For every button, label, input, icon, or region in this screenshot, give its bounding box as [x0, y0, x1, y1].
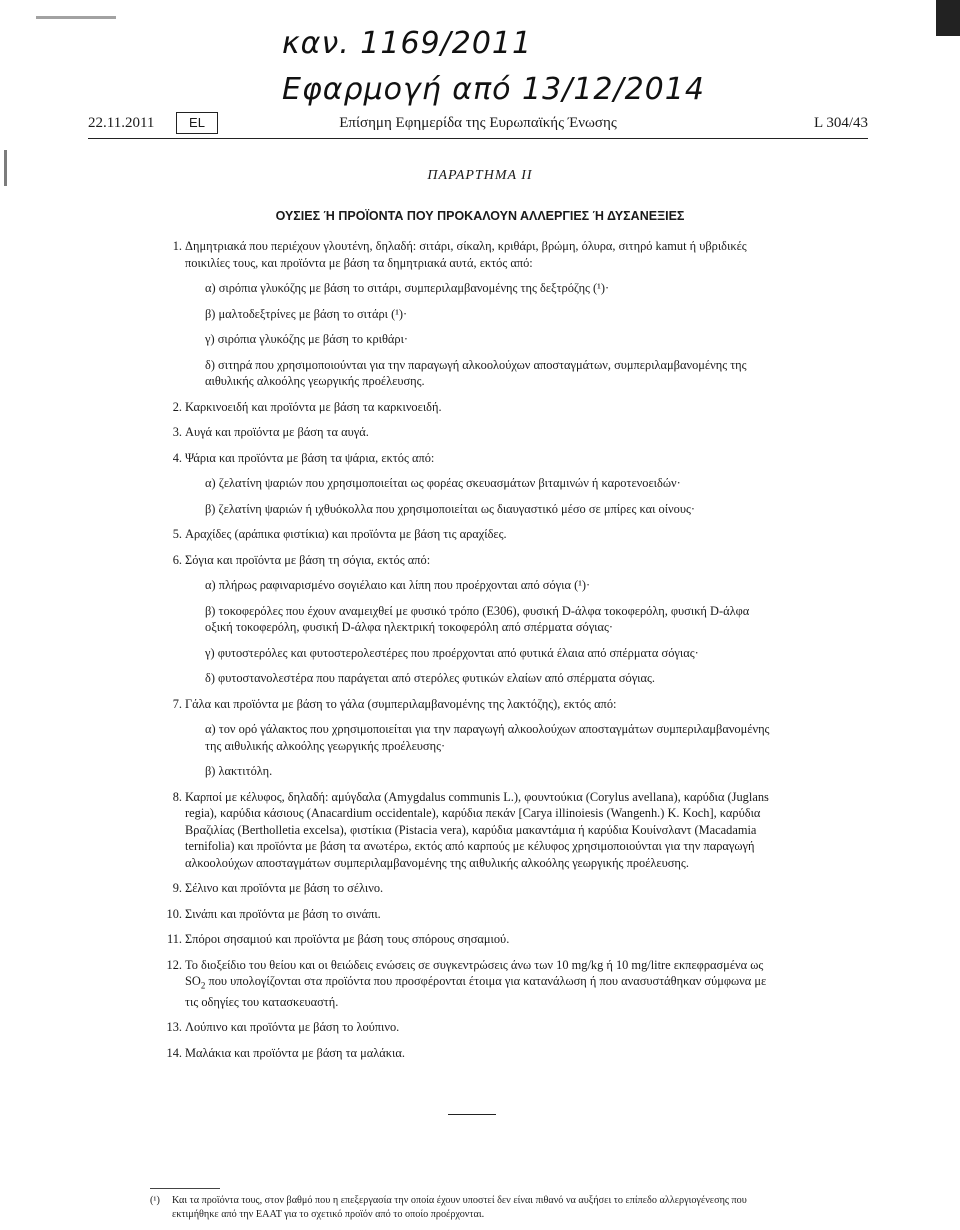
sub-item: δ) φυτοστανολεστέρα που παράγεται από στερόλες φυτικών ελαίων από σπέρματα σόγιας. — [205, 671, 656, 685]
subject-title: ΟΥΣΙΕΣ Ή ΠΡΟΪΟΝΤΑ ΠΟΥ ΠΡΟΚΑΛΟΥΝ ΑΛΛΕΡΓΙΕΣ Ή ΔΥΣΑΝΕΞΙΕΣ — [275, 209, 685, 223]
list-item — [160, 1045, 772, 1062]
item-text: Σπόροι σησαμιού και προϊόντα με βάση τους σπόρους σησαμιού. — [185, 932, 510, 946]
scan-streak — [36, 16, 116, 19]
item-text: Καρκινοειδή και προϊόντα με βάση τα καρκινοειδή. — [185, 399, 442, 414]
sub-item: α) ζελατίνη ψαριών που χρησιμοποιείται ως φορέας σκευασμάτων βιταμινών ή καροτενοειδών· — [205, 476, 681, 490]
item-text: Λούπινο και προϊόντα με βάση το λούπινο. — [185, 1020, 400, 1035]
footnote-rule — [150, 1188, 220, 1189]
header-rule — [88, 138, 868, 139]
handwritten-application-date: Εφαρμογή από 13/12/2014 — [282, 72, 705, 107]
sub-item: β) μαλτοδεξτρίνες με βάση το σιτάρι (¹)· — [205, 306, 408, 321]
item-text: Σινάπι και προϊόντα με βάση το σινάπι. — [185, 906, 381, 921]
item-number: 10. — [166, 906, 182, 921]
list-item — [160, 931, 772, 948]
header-date: 22.11.2011 — [88, 115, 155, 131]
list-item — [160, 424, 772, 441]
sub-list — [185, 475, 772, 517]
sub-item: γ) φυτοστερόλες και φυτοστερολεστέρες που προέρχονται από φυτικά έλαια από σπέρματα σόγιας· — [205, 645, 699, 660]
item-number: 6. — [172, 552, 182, 567]
item-number: 2. — [172, 399, 182, 414]
list-item — [160, 906, 772, 923]
sub-item: δ) σιτηρά που χρησιμοποιούνται για την παραγωγή αλκοολούχων αποσταγμάτων, συμπεριλαμβανομένης της αιθυλικής αλκοόλης γεωργικής προέλευσης. — [205, 357, 747, 388]
item-number: 5. — [172, 527, 182, 541]
sub-item: α) τον ορό γάλακτος που χρησιμοποιείται για την παραγωγή αλκοολούχων αποσταγμάτων συμπεριλαμβανομένης της αιθυλικής αλκοόλης γεωργικής προέλευσης· — [205, 722, 770, 753]
item-text — [185, 957, 772, 1011]
list-item — [160, 450, 772, 518]
item-text: Δημητριακά που περιέχουν γλουτένη, δηλαδή: σιτάρι, σίκαλη, κριθάρι, βρώμη, όλυρα, σιτηρό kamut ή υβριδικές ποικιλίες τους, και προϊόντα με βάση τα δημητριακά αυτά, εκτός από: — [185, 239, 747, 270]
list-item — [160, 789, 772, 872]
footnote-text: Και τα προϊόντα τους, στον βαθμό που η επεξεργασία την οποία έχουν υποστεί δεν είναι πιθανό να αυξήσει το επίπεδο αλλεργιογένεσης που εκτιμήθηκε από την ΕΑΑΤ για το σχετικό προϊόν από το οποίο προέρχονται. — [172, 1195, 747, 1220]
sub-item: α) πλήρως ραφιναρισμένο σογιέλαιο και λίπη που προέρχονται από σόγια (¹)· — [205, 578, 591, 592]
annex-title: ΠΑΡΑΡΤΗΜΑ II — [427, 168, 533, 183]
footnote — [150, 1194, 772, 1221]
item-text: Καρποί με κέλυφος, δηλαδή: αμύγδαλα (Amygdalus communis L.), φουντούκια (Corylus avellana), καρύδια (Juglans regia), καρύδια κάσιους (Anacardium occidentale), καρύδια πεκάν [Carya illinoiesis (Wangenh.) K. Koch], καρύδια Βραζιλίας (Bertholletia excelsa), φιστίκια (Pistacia vera), καρύδια μακαντάμια ή καρύδια Κουίνσλαντ (Macadamia ternifolia) και προϊόντα με βάση τα ανωτέρω, εκτός από καρπούς με κέλυφος χρησιμοποιούνται για την παραγωγή αλκοολούχων αποσταγμάτων συμπεριλαμβανομένης της αιθυλικής αλκοόλης γεωργικής προέλευσης. — [185, 789, 769, 870]
item-number: 11. — [166, 932, 182, 946]
sub-item: α) σιρόπια γλυκόζης με βάση το σιτάρι, συμπεριλαμβανομένης της δεξτρόζης (¹)· — [205, 281, 610, 295]
item-text: Αυγά και προϊόντα με βάση τα αυγά. — [185, 425, 369, 439]
item-text: Σέλινο και προϊόντα με βάση το σέλινο. — [185, 881, 384, 895]
list-item — [160, 238, 772, 390]
item-text-part: Το διοξείδιο του θείου και οι θειώδεις ενώσεις σε συγκεντρώσεις άνω των 10 mg/kg ή 10 mg/litre εκπεφρασμένα ως SO — [185, 957, 764, 988]
item-number: 3. — [172, 425, 182, 439]
sub-list — [185, 721, 772, 780]
sub-item: β) ζελατίνη ψαριών ή ιχθυόκολλα που χρησιμοποιείται ως διαυγαστικό μέσο σε μπίρες και οίνους· — [205, 501, 695, 516]
sub-list — [185, 577, 772, 687]
item-text: Γάλα και προϊόντα με βάση το γάλα (συμπεριλαμβανομένης της λακτόζης), εκτός από: — [185, 696, 617, 711]
item-number: 13. — [166, 1020, 182, 1035]
item-text: Σόγια και προϊόντα με βάση τη σόγια, εκτός από: — [185, 552, 431, 567]
list-item — [160, 957, 772, 1011]
journal-name: Επίσημη Εφημερίδα της Ευρωπαϊκής Ένωσης — [339, 115, 617, 131]
section-separator — [448, 1114, 496, 1115]
sub-list — [185, 280, 772, 390]
scan-edge-mark — [936, 0, 960, 36]
so2-subscript: 2 — [200, 980, 206, 991]
list-item — [160, 1019, 772, 1036]
item-number: 12. — [166, 957, 182, 972]
footnote-mark: (¹) — [150, 1195, 160, 1206]
handwritten-regulation-note: καν. 1169/2011 — [282, 26, 533, 61]
item-number: 1. — [172, 239, 182, 253]
item-text: Ψάρια και προϊόντα με βάση τα ψάρια, εκτός από: — [185, 450, 435, 465]
item-text: Μαλάκια και προϊόντα με βάση τα μαλάκια. — [185, 1045, 405, 1060]
item-number: 9. — [172, 881, 182, 895]
sub-item: β) λακτιτόλη. — [205, 764, 273, 778]
item-number: 14. — [166, 1045, 182, 1060]
list-item — [160, 526, 772, 543]
item-number: 8. — [172, 789, 182, 804]
page-reference: L 304/43 — [813, 115, 868, 131]
item-text-part: που υπολογίζονται στα προϊόντα που προσφέρονται έτοιμα για κατανάλωση ή που ανασυστάθηκαν σύμφωνα με τις οδηγίες του κατασκευαστή. — [185, 974, 767, 1009]
language-badge: EL — [176, 112, 218, 134]
list-item — [160, 880, 772, 897]
journal-header — [88, 112, 868, 134]
item-number: 7. — [172, 696, 182, 711]
sub-item: β) τοκοφερόλες που έχουν αναμειχθεί με φυσικό τρόπο (E306), φυσική D-άλφα τοκοφερόλη, φυσική D-άλφα οξική τοκοφερόλη, φυσική D-άλφα ηλεκτρική τοκοφερόλη από σπέρματα σόγιας· — [205, 603, 750, 634]
item-number: 4. — [172, 450, 182, 465]
item-text: Αραχίδες (αράπικα φιστίκια) και προϊόντα με βάση τις αραχίδες. — [185, 527, 507, 541]
list-item — [160, 552, 772, 687]
sub-item: γ) σιρόπια γλυκόζης με βάση το κριθάρι· — [205, 332, 409, 346]
allergen-list — [160, 238, 772, 1070]
list-item — [160, 399, 772, 416]
list-item — [160, 696, 772, 780]
